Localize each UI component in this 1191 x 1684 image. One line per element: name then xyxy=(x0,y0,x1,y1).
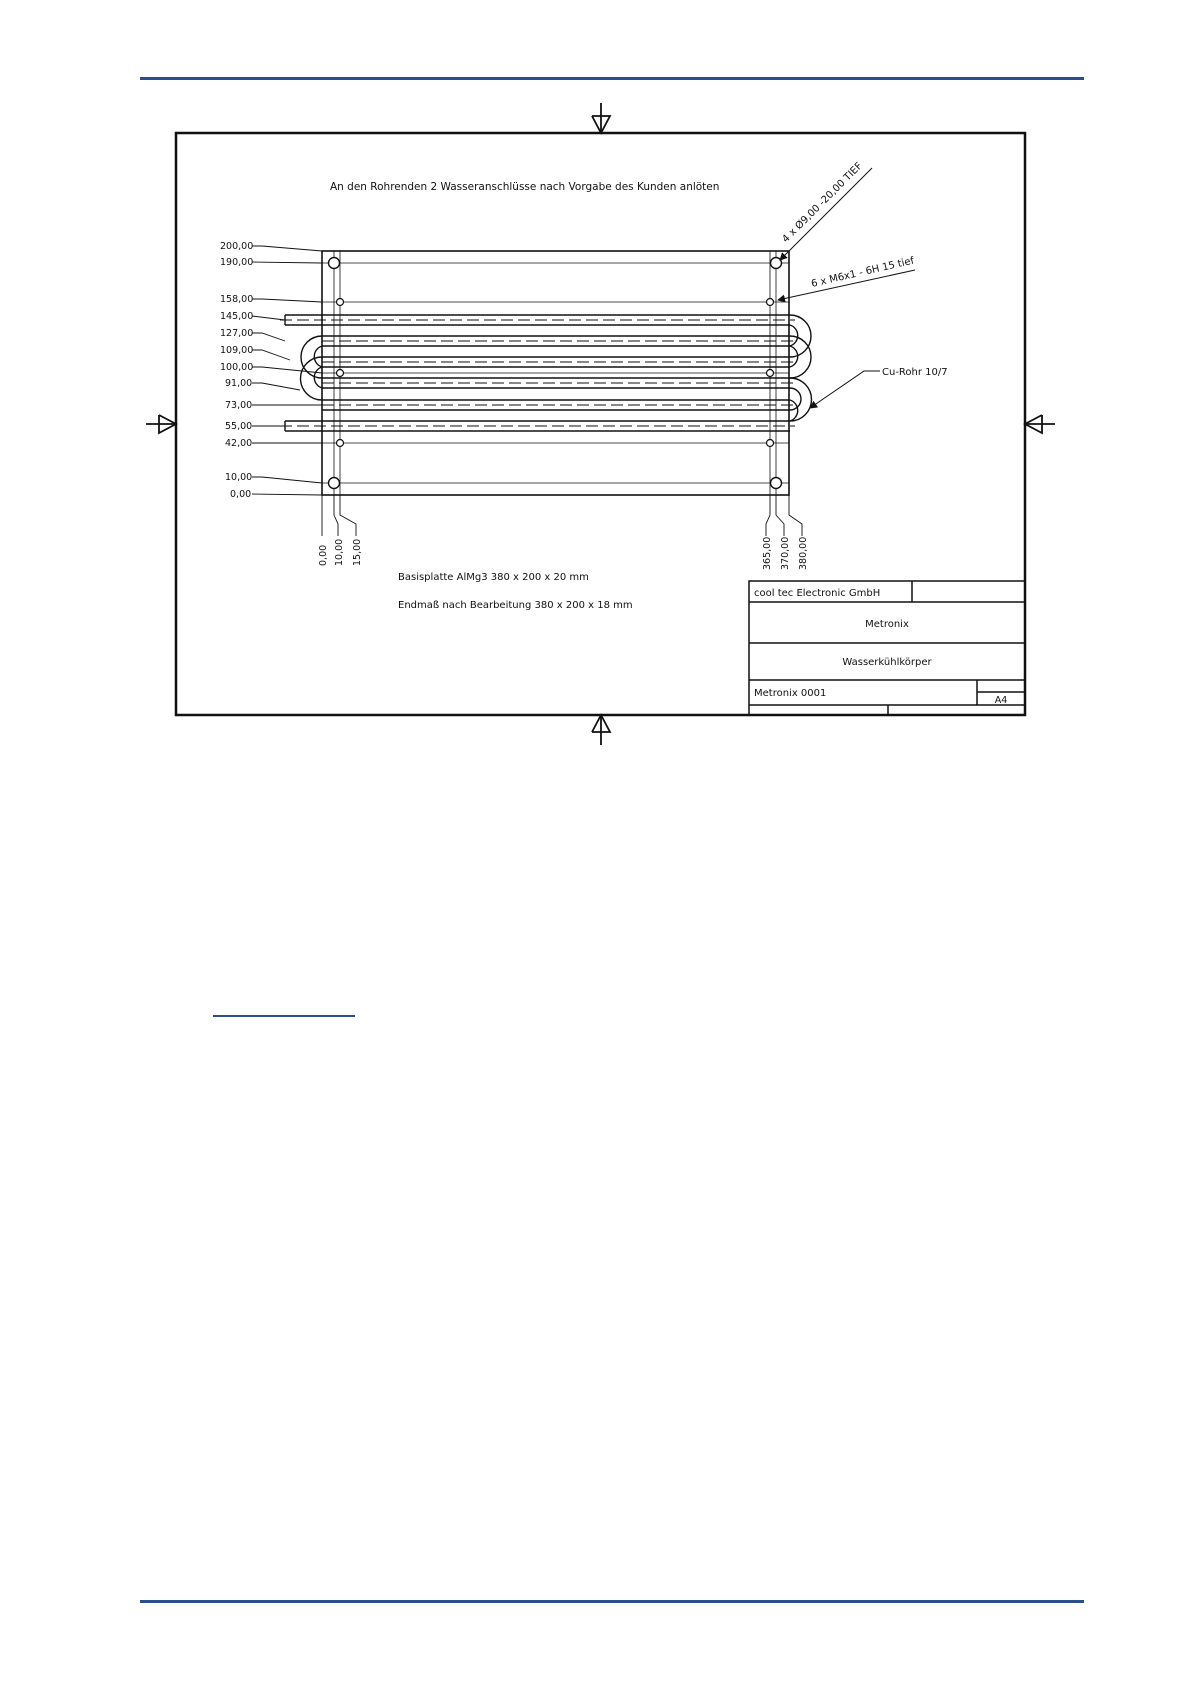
dim-y-10: 10,00 xyxy=(225,472,253,483)
note-final-dimension: Endmaß nach Bearbeitung 380 x 200 x 18 mm xyxy=(398,600,633,611)
dim-y-0: 0,00 xyxy=(230,489,252,500)
callout-pipe: Cu-Rohr 10/7 xyxy=(882,367,948,378)
y-dimension-labels xyxy=(220,241,253,500)
dim-x-365: 365,00 xyxy=(762,536,773,570)
dim-y-100: 100,00 xyxy=(220,362,254,373)
dim-x-380: 380,00 xyxy=(798,536,809,570)
callout-thread: 6 x M6x1 - 6H 15 tief xyxy=(810,255,916,290)
centering-mark-bottom xyxy=(592,715,610,745)
y-dimension-leaders xyxy=(252,246,322,495)
dim-y-91: 91,00 xyxy=(225,378,253,389)
threaded-holes xyxy=(337,299,774,447)
dim-y-109: 109,00 xyxy=(220,345,254,356)
x-dimension-labels xyxy=(318,537,809,570)
title-customer: Metronix xyxy=(865,619,909,630)
title-company: cool tec Electronic GmbH xyxy=(754,588,881,599)
dim-y-158: 158,00 xyxy=(220,294,254,305)
dim-y-42: 42,00 xyxy=(225,438,253,449)
centering-mark-top xyxy=(592,103,610,133)
hole-reference-lines xyxy=(322,251,789,495)
dim-x-15: 15,00 xyxy=(352,538,363,566)
note-top: An den Rohrenden 2 Wasseranschlüsse nach Vorgabe des Kunden anlöten xyxy=(330,181,720,193)
centering-mark-left xyxy=(146,415,176,433)
dim-x-10: 10,00 xyxy=(334,538,345,566)
dim-y-190: 190,00 xyxy=(220,257,254,268)
centering-mark-right xyxy=(1025,415,1055,433)
dim-y-127: 127,00 xyxy=(220,328,254,339)
dim-y-73: 73,00 xyxy=(225,400,253,411)
callout-holes: 4 x Ø9,00 -20,00 TIEF xyxy=(780,160,865,246)
dim-x-0: 0,00 xyxy=(318,544,329,566)
title-drawing-number: Metronix 0001 xyxy=(754,688,827,699)
title-part: Wasserkühlkörper xyxy=(842,657,932,668)
dim-y-200: 200,00 xyxy=(220,241,254,252)
title-format: A4 xyxy=(994,695,1008,706)
x-dimension-leaders xyxy=(322,495,802,536)
note-base-plate: Basisplatte AlMg3 380 x 200 x 20 mm xyxy=(398,572,589,583)
dim-y-55: 55,00 xyxy=(225,421,253,432)
dim-y-145: 145,00 xyxy=(220,311,254,322)
dim-x-370: 370,00 xyxy=(780,536,791,570)
